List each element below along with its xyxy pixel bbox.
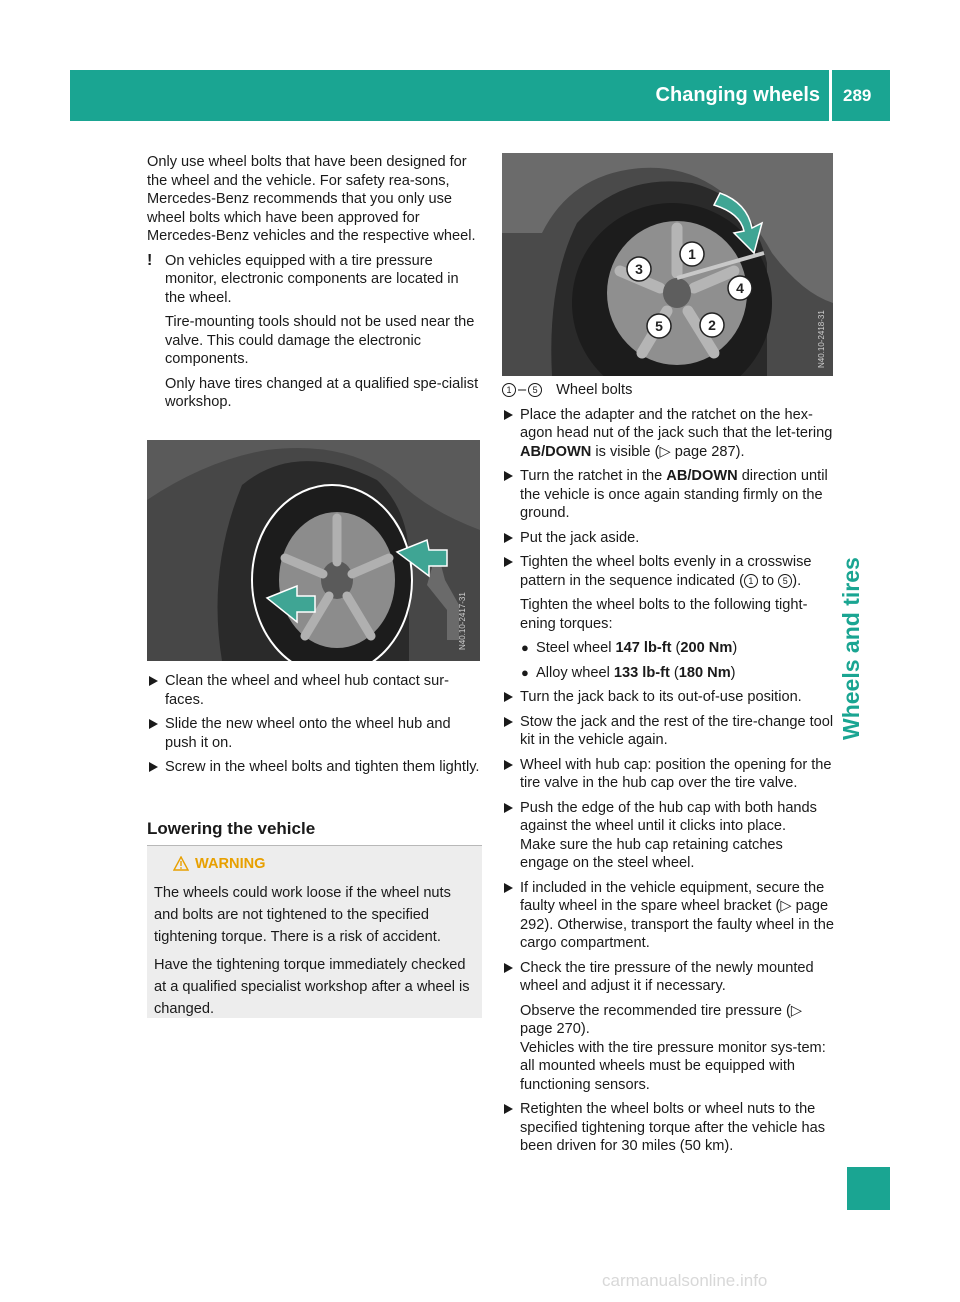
step-put-jack-aside: Put the jack aside.: [502, 529, 834, 548]
torque-alloy-wheel: ● Alloy wheel 133 lb-ft (180 Nm): [521, 664, 736, 681]
legend-end-number: 5: [528, 383, 542, 397]
step-arrow-icon: [504, 1104, 513, 1114]
step-arrow-icon: [149, 719, 158, 729]
warning-text: [154, 882, 478, 1026]
left-column: [147, 153, 482, 418]
figure-code-left: N40.10-2417-31: [458, 592, 467, 650]
step-hub-cap: Wheel with hub cap: position the opening for the tire valve in the hub cap over the tire valve.: [502, 756, 834, 793]
step-arrow-icon: [504, 410, 513, 420]
side-tab-label: Wheels and tires: [838, 557, 864, 740]
step-jack-back: Turn the jack back to its out-of-use position.: [502, 688, 834, 707]
attention-icon: !: [147, 251, 153, 269]
step-spare-wheel: If included in the vehicle equipment, secure the faulty wheel in the spare wheel bracket (▷ page 292). Otherwise, transport the faulty wheel in the cargo compartment.: [502, 879, 834, 953]
step-clean: Clean the wheel and wheel hub contact sur-faces.: [147, 672, 482, 709]
right-column: [502, 381, 834, 1162]
step-push-hub-cap: Push the edge of the hub cap with both hands against the wheel until it clicks into place. Make sure the hub cap retaining catches engage on the steel wheel.: [502, 799, 834, 873]
step-arrow-icon: [149, 676, 158, 686]
legend-label: Wheel bolts: [556, 382, 633, 398]
step-slide: Slide the new wheel onto the wheel hub and push it on.: [147, 715, 482, 752]
bolt-callout-1: 1: [688, 246, 696, 262]
step-arrow-icon: [504, 883, 513, 893]
step-arrow-icon: [504, 717, 513, 727]
step-stow: Stow the jack and the rest of the tire-change tool kit in the vehicle again.: [502, 713, 834, 750]
bolt-callout-5: 5: [655, 318, 663, 334]
step-adapter: Place the adapter and the ratchet on the hex-agon head nut of the jack such that the let-tering AB/DOWN is visible (▷ page 287).: [502, 406, 834, 462]
header-separator: [829, 70, 832, 121]
legend-start-number: 1: [502, 383, 516, 397]
step-retighten: Retighten the wheel bolts or wheel nuts to the specified tightening torque after the vehicle has been driven for 30 miles (50 km).: [502, 1100, 834, 1156]
bolt-callout-4: 4: [736, 280, 744, 296]
section-heading: Lowering the vehicle: [147, 819, 316, 838]
warning-title: WARNING: [195, 856, 266, 872]
step-arrow-icon: [149, 762, 158, 772]
warning-triangle-icon: [173, 856, 189, 871]
step-arrow-icon: [504, 803, 513, 813]
intro-paragraph: Only use wheel bolts that have been designed for the wheel and the vehicle. For safety rea-sons, Mercedes-Benz recommends that you only use wheel bolts which have been approved for Mercedes-Benz vehicles and the respective wheel.: [147, 154, 476, 244]
step-arrow-icon: [504, 533, 513, 543]
step-arrow-icon: [504, 471, 513, 481]
figure-wheel-bolts: [502, 153, 833, 376]
left-steps: [147, 672, 482, 783]
side-tab-block: [847, 1167, 890, 1210]
watermark: carmanualsonline.info: [602, 1271, 768, 1290]
wheel-bolts-illustration: [502, 153, 833, 376]
warning-text-1: The wheels could work loose if the wheel nuts and bolts are not tightened to the specified tightening torque. There is a risk of accident.: [154, 885, 451, 945]
figure-code-right: N40.10-2418-31: [817, 310, 826, 368]
step-arrow-icon: [504, 963, 513, 973]
page-title: Changing wheels: [655, 84, 820, 106]
step-arrow-icon: [504, 557, 513, 567]
page-number: 289: [843, 86, 872, 105]
figure-legend: 1 – 5 Wheel bolts: [502, 381, 834, 400]
step-tighten-bolts: Tighten the wheel bolts evenly in a crosswise pattern in the sequence indicated ( 1 to 5 ). Tighten the wheel bolts to the following tight-ening torques:: [502, 553, 834, 633]
torque-steel-wheel: ● Steel wheel 147 lb-ft (200 Nm): [521, 640, 738, 656]
warning-text-2: Have the tightening torque immediately checked at a qualified specialist workshop after a wheel is changed.: [154, 957, 470, 1017]
bolt-callout-2: 2: [708, 317, 716, 333]
attention-note: [147, 252, 482, 412]
step-arrow-icon: [504, 760, 513, 770]
step-screw: Screw in the wheel bolts and tighten them lightly.: [147, 758, 482, 777]
step-turn-ratchet: Turn the ratchet in the AB/DOWN direction until the vehicle is once again standing firmly on the ground.: [502, 467, 834, 523]
step-arrow-icon: [504, 692, 513, 702]
warning-box: [147, 846, 482, 1018]
note-text-2: Tire-mounting tools should not be used near the valve. This could damage the electronic components.: [165, 314, 475, 367]
bolt-callout-3: 3: [635, 261, 643, 277]
note-text-3: Only have tires changed at a qualified spe-cialist workshop.: [165, 375, 479, 410]
step-check-pressure: Check the tire pressure of the newly mounted wheel and adjust it if necessary. Observe the recommended tire pressure (▷ page 270). Vehicles with the tire pressure monitor sys-tem: all mounted wheels must be equipped with functioning sensors.: [502, 959, 834, 1095]
figure-wheel-mounting: [147, 440, 480, 661]
note-text-1: On vehicles equipped with a tire pressure monitor, electronic components are located in the wheel.: [165, 252, 459, 306]
wheel-mounting-illustration: [147, 440, 480, 661]
